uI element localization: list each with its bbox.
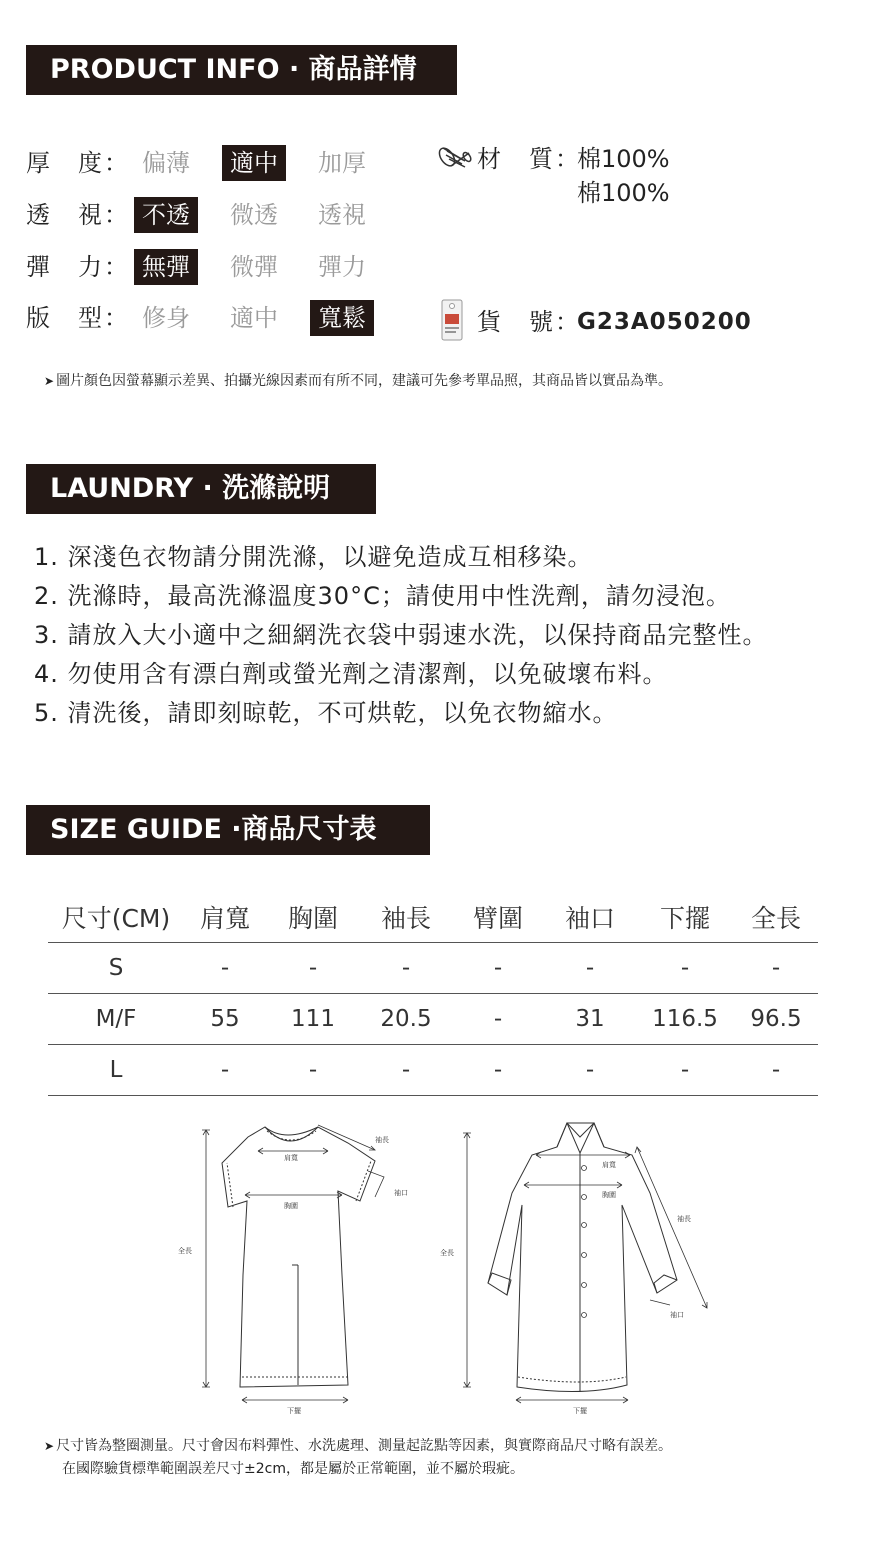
laundry-item: 3. 請放入大小適中之細網洗衣袋中弱速水洗，以保持商品完整性。 xyxy=(34,621,768,649)
front-cuff-label: 袖口 xyxy=(394,1189,408,1197)
material-value-2: 棉100% xyxy=(577,179,670,207)
size-column-header: 尺寸(CM) xyxy=(48,892,184,942)
attribute-option-selected: 適中 xyxy=(222,145,286,181)
size-note-1 xyxy=(44,1436,672,1456)
size-value-cell: 55 xyxy=(184,993,266,1044)
attribute-option: 適中 xyxy=(230,304,278,332)
size-value-cell: - xyxy=(452,942,544,993)
attribute-option-selected: 無彈 xyxy=(134,249,198,285)
front-garment-diagram xyxy=(170,1115,440,1420)
size-label-cell: S xyxy=(48,942,184,993)
size-column-header: 袖長 xyxy=(360,892,452,942)
size-value-cell: - xyxy=(452,993,544,1044)
attribute-option: 微透 xyxy=(230,201,278,229)
size-value-cell: - xyxy=(734,942,818,993)
attribute-option: 修身 xyxy=(142,304,190,332)
size-column-header: 袖口 xyxy=(544,892,636,942)
size-value-cell: - xyxy=(734,1044,818,1095)
size-note-2: 在國際驗貨標準範圍誤差尺寸±2cm，都是屬於正常範圍，並不屬於瑕疵。 xyxy=(62,1461,524,1477)
front-shoulder-label: 肩寬 xyxy=(284,1154,298,1162)
size-table xyxy=(48,892,818,1096)
attribute-label: 透 視： xyxy=(26,201,130,229)
arrow-icon: ➤ xyxy=(44,1439,55,1453)
attribute-option: 彈力 xyxy=(318,253,366,281)
front-chest-label: 胸圍 xyxy=(284,1202,298,1210)
laundry-item: 2. 洗滌時，最高洗滌溫度30°C；請使用中性洗劑，請勿浸泡。 xyxy=(34,582,731,610)
laundry-item: 1. 深淺色衣物請分開洗滌，以避免造成互相移染。 xyxy=(34,543,593,571)
attribute-option-selected: 不透 xyxy=(134,197,198,233)
size-value-cell: - xyxy=(636,1044,734,1095)
product-info-header: PRODUCT INFO · 商品詳情 xyxy=(26,45,457,95)
arrow-icon: ➤ xyxy=(44,374,55,388)
size-value-cell: - xyxy=(360,1044,452,1095)
size-value-cell: 31 xyxy=(544,993,636,1044)
size-value-cell: - xyxy=(452,1044,544,1095)
size-value-cell: - xyxy=(266,1044,360,1095)
attribute-option: 透視 xyxy=(318,201,366,229)
front-hem-label: 下擺 xyxy=(287,1407,301,1415)
attribute-option: 加厚 xyxy=(318,149,366,177)
size-table-header xyxy=(48,892,818,942)
item-number-label: 貨 號： xyxy=(477,308,581,336)
size-value-cell: 96.5 xyxy=(734,993,818,1044)
size-note-1-text: 尺寸皆為整圈測量。尺寸會因布料彈性、水洗處理、測量起訖點等因素，與實際商品尺寸略有誤差。 xyxy=(56,1438,673,1454)
size-value-cell: - xyxy=(360,942,452,993)
back-hem-label: 下擺 xyxy=(573,1407,587,1415)
front-full-length-label: 全長 xyxy=(178,1247,192,1255)
attribute-option: 微彈 xyxy=(230,253,278,281)
item-number-value: G23A050200 xyxy=(577,309,752,335)
size-row xyxy=(48,942,818,993)
shirt-dress-diagram xyxy=(432,1115,722,1420)
laundry-item: 5. 清洗後，請即刻晾乾，不可烘乾，以免衣物縮水。 xyxy=(34,699,618,727)
size-label-cell: L xyxy=(48,1044,184,1095)
size-column-header: 肩寬 xyxy=(184,892,266,942)
color-disclaimer-text: 圖片顏色因螢幕顯示差異、拍攝光線因素而有所不同，建議可先參考單品照，其商品皆以實品為準。 xyxy=(56,373,673,389)
back-shoulder-label: 肩寬 xyxy=(602,1161,616,1169)
back-full-length-label: 全長 xyxy=(440,1249,454,1257)
size-column-header: 全長 xyxy=(734,892,818,942)
attribute-label: 彈 力： xyxy=(26,253,130,281)
size-value-cell: 116.5 xyxy=(636,993,734,1044)
material-value-1: 棉100% xyxy=(577,145,670,173)
size-column-header: 臂圍 xyxy=(452,892,544,942)
size-value-cell: 111 xyxy=(266,993,360,1044)
attribute-label: 版 型： xyxy=(26,304,130,332)
laundry-item: 4. 勿使用含有漂白劑或螢光劑之清潔劑，以免破壞布料。 xyxy=(34,660,668,688)
size-value-cell: - xyxy=(184,1044,266,1095)
size-guide-header: SIZE GUIDE ·商品尺寸表 xyxy=(26,805,430,855)
attribute-option-selected: 寬鬆 xyxy=(310,300,374,336)
front-sleeve-length-label: 袖長 xyxy=(375,1136,389,1144)
size-row xyxy=(48,1044,818,1095)
size-column-header: 下擺 xyxy=(636,892,734,942)
back-cuff-label: 袖口 xyxy=(670,1311,684,1319)
size-value-cell: - xyxy=(184,942,266,993)
attribute-label: 厚 度： xyxy=(26,149,130,177)
back-chest-label: 胸圍 xyxy=(602,1191,616,1199)
size-value-cell: - xyxy=(636,942,734,993)
hang-tag-icon xyxy=(440,298,464,342)
attribute-row xyxy=(26,195,426,235)
size-value-cell: - xyxy=(544,1044,636,1095)
attribute-row xyxy=(26,298,426,338)
size-value-cell: 20.5 xyxy=(360,993,452,1044)
color-disclaimer xyxy=(44,371,672,391)
size-label-cell: M/F xyxy=(48,993,184,1044)
size-value-cell: - xyxy=(544,942,636,993)
laundry-header: LAUNDRY · 洗滌說明 xyxy=(26,464,376,514)
size-value-cell: - xyxy=(266,942,360,993)
attribute-row xyxy=(26,247,426,287)
attribute-option: 偏薄 xyxy=(142,149,190,177)
size-row xyxy=(48,993,818,1044)
fabric-roll-icon xyxy=(437,143,473,171)
attribute-row xyxy=(26,143,426,183)
back-sleeve-length-label: 袖長 xyxy=(677,1215,691,1223)
size-column-header: 胸圍 xyxy=(266,892,360,942)
material-label: 材 質： xyxy=(477,145,581,173)
